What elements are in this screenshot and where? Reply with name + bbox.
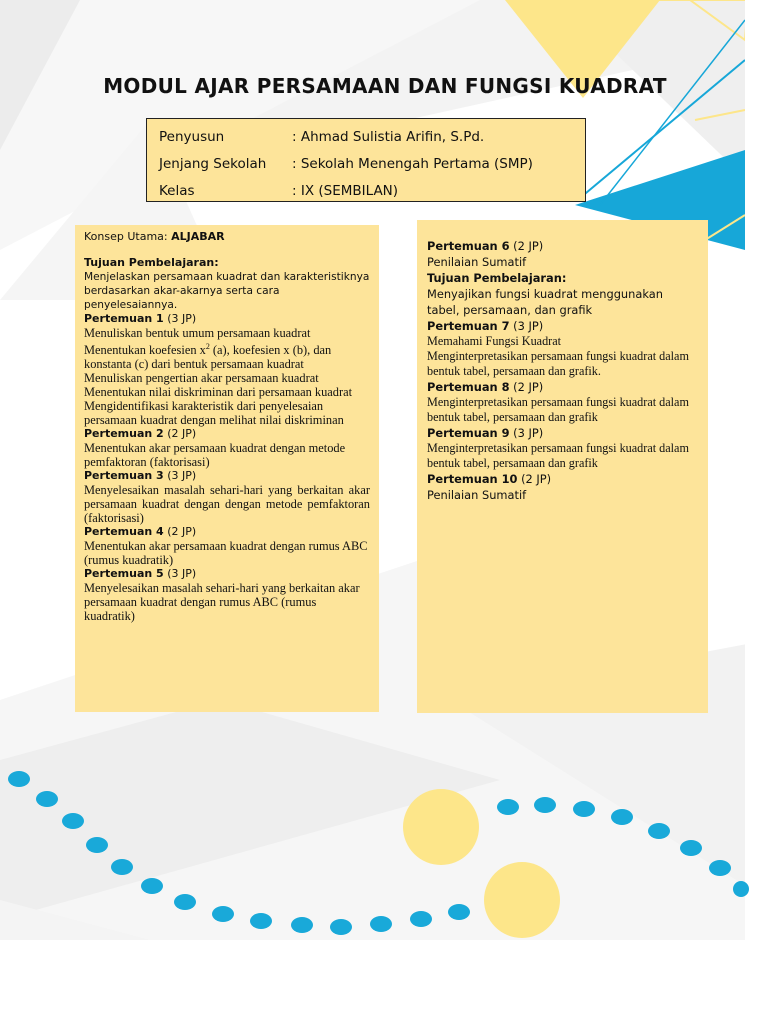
info-value: : Ahmad Sulistia Arifin, S.Pd. <box>292 128 485 145</box>
pertemuan-title: Pertemuan 4 <box>84 525 164 539</box>
pertemuan-10-text: Penilaian Sumatif <box>427 488 527 502</box>
pertemuan-1-item: Menuliskan bentuk umum persamaan kuadrat <box>84 326 311 340</box>
pertemuan-2-heading <box>84 427 370 441</box>
pertemuan-jp: (2 JP) <box>163 525 197 539</box>
pertemuan-title: Pertemuan 9 <box>427 426 510 440</box>
konsep-utama <box>84 230 370 244</box>
pertemuan-jp: (3 JP) <box>509 426 544 440</box>
yellow-circle-shape <box>403 789 479 865</box>
pertemuan-jp: (3 JP) <box>163 312 197 325</box>
pertemuan-8-heading <box>427 379 698 395</box>
konsep-value: ALJABAR <box>171 230 225 243</box>
pertemuan-7-text: Menginterpretasikan persamaan fungsi kuadrat dalam bentuk tabel, persamaan dan grafik. <box>427 349 689 378</box>
pertemuan-4-text: Menentukan akar persamaan kuadrat dengan rumus ABC (rumus kuadratik) <box>84 539 368 568</box>
pertemuan-7-text: Memahami Fungsi Kuadrat <box>427 334 562 348</box>
pertemuan-9-heading <box>427 425 698 441</box>
pertemuan-title: Pertemuan 7 <box>427 319 510 333</box>
superscript: 2 <box>205 342 210 351</box>
info-label: Jenjang Sekolah <box>159 155 267 172</box>
info-row-kelas <box>159 177 585 204</box>
pertemuan-title: Pertemuan 2 <box>84 427 164 441</box>
info-label: Penyusun <box>159 128 225 145</box>
pertemuan-5-text: Menyelesaikan masalah sehari-hari yang berkaitan akar persamaan kuadrat dengan rumus ABC (rumus kuadratik) <box>84 581 360 624</box>
pertemuan-title: Pertemuan 1 <box>84 312 164 325</box>
pertemuan-2-text: Menentukan akar persamaan kuadrat dengan metode pemfaktoran (faktorisasi) <box>84 441 346 470</box>
pertemuan-1-item: Mengidentifikasi karakteristik dari penyelesaian persamaan kuadrat dengan melihat nilai diskriminan <box>84 399 344 428</box>
coef-text: Menentukan koefesien x <box>84 343 206 358</box>
pertemuan-jp: (2 JP) <box>163 427 197 441</box>
pertemuan-6-text: Penilaian Sumatif <box>427 255 527 269</box>
pertemuan-jp: (2 JP) <box>517 472 552 486</box>
left-content-box <box>75 225 379 712</box>
pertemuan-8-text: Menginterpretasikan persamaan fungsi kuadrat dalam bentuk tabel, persamaan dan grafik <box>427 395 689 424</box>
pertemuan-jp: (2 JP) <box>509 380 544 394</box>
pertemuan-7-heading <box>427 318 698 334</box>
pertemuan-6-heading <box>427 238 698 254</box>
pertemuan-1-item: Menentukan nilai diskriminan dari persamaan kuadrat <box>84 385 353 400</box>
pertemuan-jp: (3 JP) <box>163 567 197 581</box>
pertemuan-jp: (3 JP) <box>509 319 544 333</box>
right-content-box <box>417 220 708 713</box>
pertemuan-4-heading <box>84 525 370 539</box>
tujuan-text: Menjelaskan persamaan kuadrat dan karakteristiknya berdasarkan akar-akarnya serta cara penyelesaiannya. <box>84 271 370 311</box>
pertemuan-1-item-coef <box>84 340 370 371</box>
tujuan-text: Menyajikan fungsi kuadrat menggunakan tabel, persamaan, dan grafik <box>427 287 663 317</box>
pertemuan-1-item: Menuliskan pengertian akar persamaan kuadrat <box>84 371 319 386</box>
pertemuan-title: Pertemuan 10 <box>427 472 518 486</box>
info-box <box>146 118 586 202</box>
pertemuan-title: Pertemuan 5 <box>84 567 164 581</box>
yellow-circle-shape <box>484 862 560 938</box>
info-value: : IX (SEMBILAN) <box>292 182 399 199</box>
konsep-label: Konsep Utama: <box>84 230 172 243</box>
pertemuan-3-text: Menyelesaikan masalah sehari-hari yang berkaitan akar persamaan kuadrat dengan dengan metode pemfaktoran (faktorisasi) <box>84 483 370 526</box>
pertemuan-jp: (2 JP) <box>509 239 544 253</box>
spacer <box>84 244 370 256</box>
pertemuan-title: Pertemuan 3 <box>84 469 164 483</box>
info-value: : Sekolah Menengah Pertama (SMP) <box>292 155 533 172</box>
info-row-jenjang <box>159 150 585 177</box>
pertemuan-5-heading <box>84 567 370 581</box>
tujuan-heading: Tujuan Pembelajaran: <box>84 256 219 269</box>
pertemuan-3-heading <box>84 469 370 483</box>
pertemuan-jp: (3 JP) <box>163 469 197 483</box>
pertemuan-9-text: Menginterpretasikan persamaan fungsi kuadrat dalam bentuk tabel, persamaan dan grafik <box>427 441 689 470</box>
pertemuan-title: Pertemuan 8 <box>427 380 510 394</box>
tujuan-heading: Tujuan Pembelajaran: <box>427 271 567 285</box>
pertemuan-1-heading <box>84 312 370 326</box>
coef-text: (a), koefesien x (b), dan konstanta (c) dari bentuk persamaan kuadrat <box>84 343 332 372</box>
pertemuan-10-heading <box>427 471 698 487</box>
page-title: MODUL AJAR PERSAMAAN DAN FUNGSI KUADRAT <box>103 74 667 98</box>
pertemuan-title: Pertemuan 6 <box>427 239 510 253</box>
info-row-penyusun <box>159 123 585 150</box>
info-label: Kelas <box>159 182 195 199</box>
